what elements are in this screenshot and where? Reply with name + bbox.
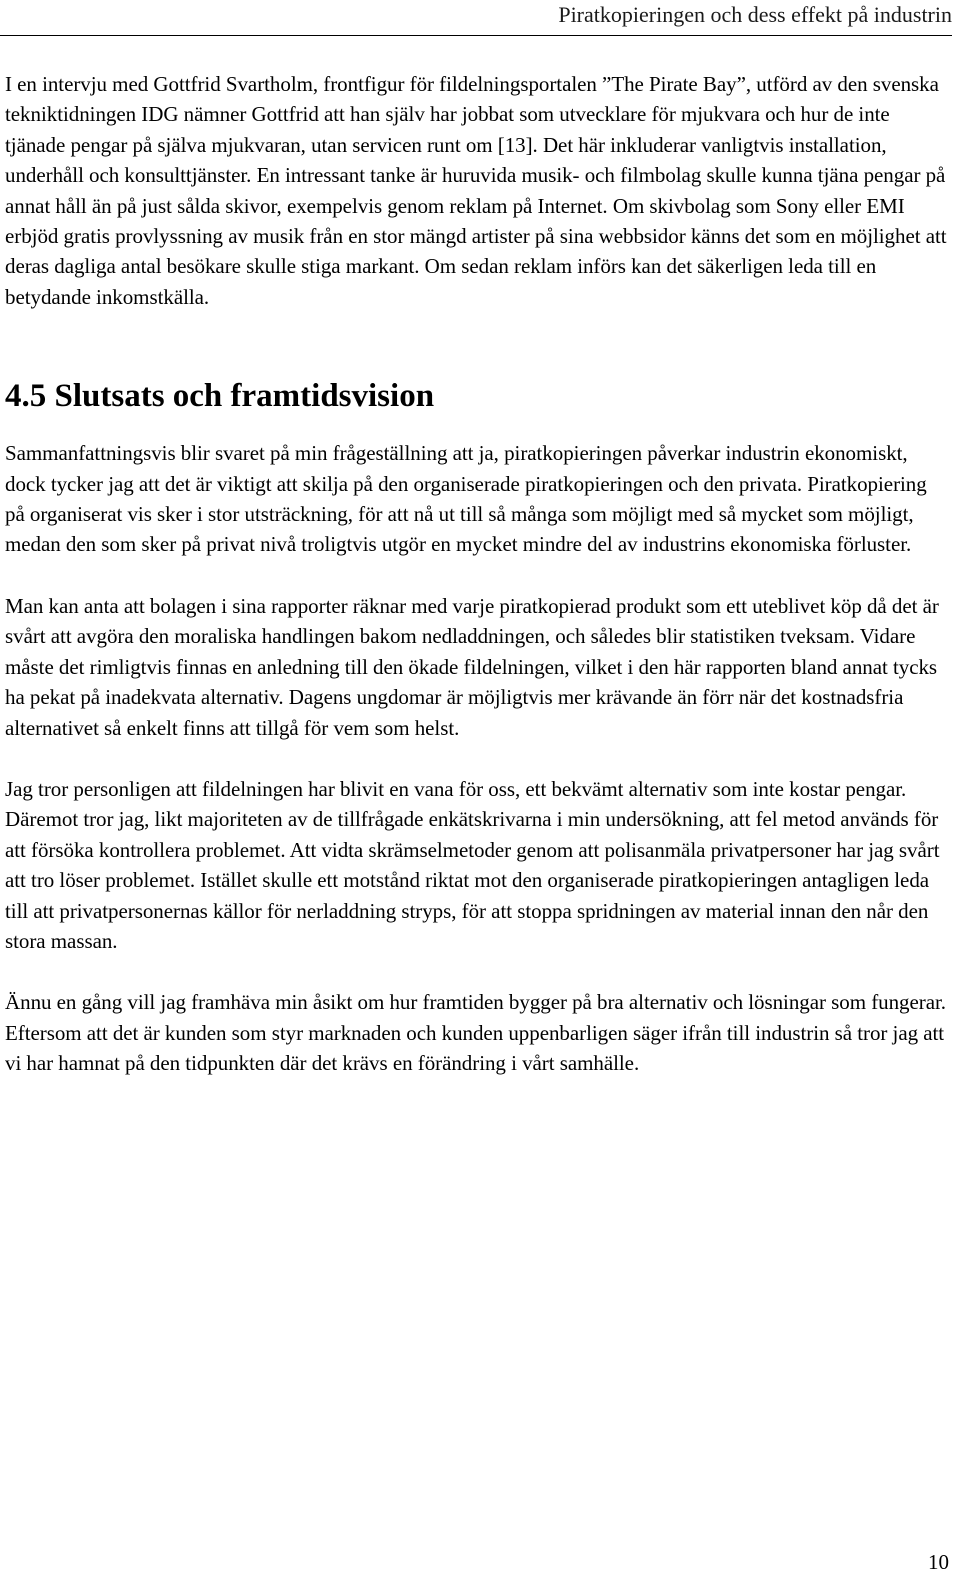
page-content (5, 69, 950, 1079)
section-heading: 4.5 Slutsats och framtidsvision (5, 378, 435, 415)
body-paragraph: I en intervju med Gottfrid Svartholm, frontfigur för fildelningsportalen ”The Pirate Bay”, utförd av den svenska tekniktidningen IDG nämner Gottfrid att han själv har jobbat som utvecklare för mjukvara och hur de inte tjänade pengar på själva mjukvaran, utan servicen runt om [13]. Det här inkluderar vanligtvis installation, underhåll och konsulttjänster. En intressant tanke är huruvida musik- och filmbolag skulle kunna tjäna pengar på annat håll än på just sålda skivor, exempelvis genom reklam på Internet. Om skivbolag som Sony eller EMI erbjöd gratis provlyssning av musik från en stor mängd artister på sina webbsidor känns det som en möjlighet att deras dagliga antal besökare skulle stiga markant. Om sedan reklam införs kan det säkerligen leda till en betydande inkomstkälla. (5, 72, 947, 309)
running-header: Piratkopieringen och dess effekt på industrin (0, 0, 952, 36)
page-number: 10 (928, 1550, 949, 1574)
body-paragraph: Man kan anta att bolagen i sina rapporter räknar med varje piratkopierad produkt som ett uteblivet köp då det är svårt att avgöra den moraliska handlingen bakom nedladdningen, och således blir statistiken tveksam. Vidare måste det rimligtvis finnas en anledning till den ökade fildelningen, vilket i den här rapporten bland annat tycks ha pekat på inadekvata alternativ. Dagens ungdomar är möjligtvis mer krävande än förr när det kostnadsfria alternativet så enkelt finns att tillgå för vem som helst. (5, 593, 939, 740)
body-paragraph: Ännu en gång vill jag framhäva min åsikt om hur framtiden bygger på bra alternativ och lösningar som fungerar. Eftersom att det är kunden som styr marknaden och kunden uppenbarligen säger ifrån till industrin så tror jag att vi har hamnat på den tidpunkten där det krävs en förändring i vårt samhälle. (5, 990, 946, 1076)
body-paragraph: Sammanfattningsvis blir svaret på min frågeställning att ja, piratkopieringen påverkar industrin ekonomiskt, dock tycker jag att det är viktigt att skilja på den organiserade piratkopieringen och den privata. Piratkopiering på organiserat vis sker i stor utsträckning, för att nå ut till så många som möjligt med så mycket som möjligt, medan den som sker på privat nivå troligtvis utgör en mycket mindre del av industrins ekonomiska förluster. (5, 441, 927, 557)
body-paragraph: Jag tror personligen att fildelningen har blivit en vana för oss, ett bekvämt alternativ som inte kostar pengar. Däremot tror jag, likt majoriteten av de tillfrågade enkätskrivarna i min undersökning, att fel metod används för att försöka kontrollera problemet. Att vidta skrämselmetoder genom att polisanmäla privatpersoner har jag svårt att tro löser problemet. Istället skulle ett motstånd riktat mot den organiserade piratkopieringen antagligen leda till att privatpersonernas källor för nerladdning stryps, för att stoppa spridningen av material innan den når den stora massan. (5, 776, 940, 953)
